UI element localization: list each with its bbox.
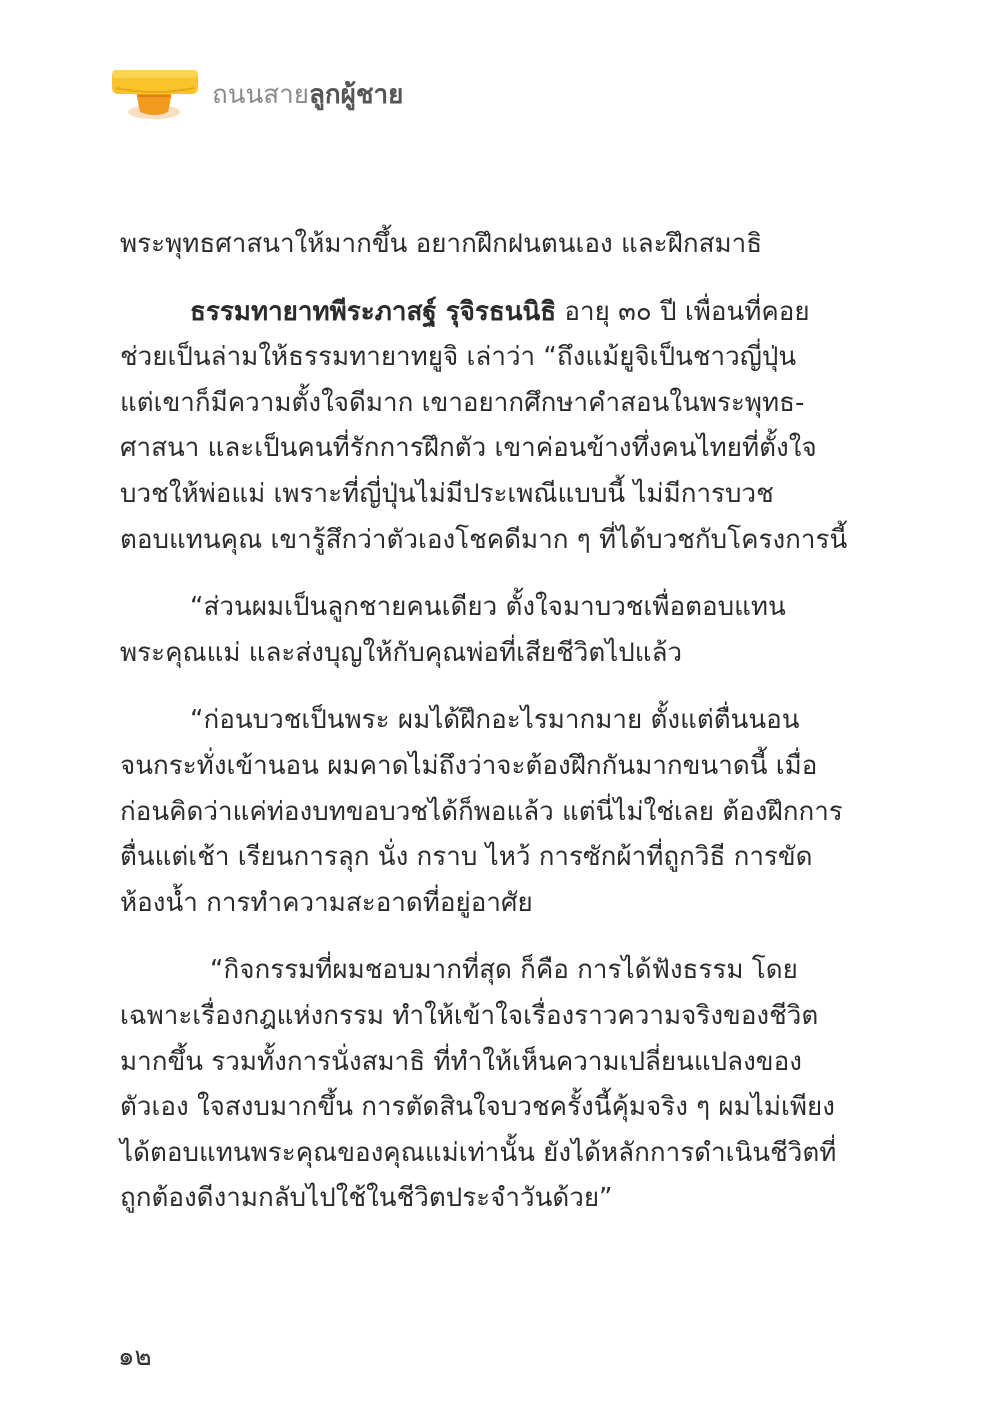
text-line: ศาสนา และเป็นคนที่รักการฝึกตัว เขาค่อนข้างทึ่งคนไทยที่ตั้งใจ: [120, 433, 817, 464]
text-line: “ก่อนบวชเป็นพระ ผมได้ฝึกอะไรมากมาย ตั้งแต่ตื่นนอน: [190, 705, 800, 736]
text-line: แต่เขาก็มีความตั้งใจดีมาก เขาอยากศึกษาคำสอนในพระพุทธ-: [120, 387, 805, 418]
header-title-light: ถนนสาย: [212, 80, 309, 110]
text-line: เฉพาะเรื่องกฎแห่งกรรม ทำให้เข้าใจเรื่องราวความจริงของชีวิต: [120, 1000, 819, 1031]
text-line: ช่วยเป็นล่ามให้ธรรมทายาทยูจิ เล่าว่า “ถึงแม้ยูจิเป็นชาวญี่ปุ่น: [120, 342, 797, 373]
paragraph-2: [120, 290, 848, 564]
paragraph-1: [120, 222, 832, 268]
page-number: ๑๒: [118, 1342, 152, 1372]
paragraph-4: [120, 698, 843, 926]
text-line: “ส่วนผมเป็นลูกชายคนเดียว ตั้งใจมาบวชเพื่อตอบแทน: [190, 592, 786, 623]
paragraph-5: [120, 948, 837, 1222]
text-line: ถูกต้องดีงามกลับไปใช้ในชีวิตประจำวันด้วย”: [120, 1183, 613, 1214]
text-line: “กิจกรรมที่ผมชอบมากที่สุด ก็คือ การได้ฟังธรรม โดย: [210, 955, 798, 986]
text-line: ตื่นแต่เช้า เรียนการลุก นั่ง กราบ ไหว้ การซักผ้าที่ถูกวิธี การขัด: [120, 842, 813, 873]
running-header-title: [212, 74, 403, 115]
header-title-bold: ลูกผู้ชาย: [309, 80, 404, 110]
body-text: [120, 222, 848, 1244]
text-line: บวชให้พ่อแม่ เพราะที่ญี่ปุ่นไม่มีประเพณีแบบนี้ ไม่มีการบวช: [120, 478, 774, 509]
page-header: [108, 62, 508, 122]
paragraph-3: [120, 585, 832, 676]
text-line: พระพุทธศาสนาให้มากขึ้น อยากฝึกฝนตนเอง และฝึกสมาธิ: [120, 229, 763, 259]
text-line: ห้องน้ำ การทำความสะอาดที่อยู่อาศัย: [120, 887, 533, 918]
text-line: มากขึ้น รวมทั้งการนั่งสมาธิ ที่ทำให้เห็นความเปลี่ยนแปลงของ: [120, 1046, 802, 1077]
text-line: ได้ตอบแทนพระคุณของคุณแม่เท่านั้น ยังได้หลักการดำเนินชีวิตที่: [120, 1137, 837, 1168]
text-line: จนกระทั่งเข้านอน ผมคาดไม่ถึงว่าจะต้องฝึกกันมากขนาดนี้ เมื่อ: [120, 750, 818, 781]
text-line: ตัวเอง ใจสงบมากขึ้น การตัดสินใจบวชครั้งนี้คุ้มจริง ๆ ผมไม่เพียง: [120, 1092, 835, 1123]
text-line: ธรรมทายาทพีระภาสฐ์ รุจิรธนนิธิ อายุ ๓๐ ปี เพื่อนที่คอย: [190, 296, 810, 327]
book-logo-icon: [108, 62, 204, 120]
text-line: ตอบแทนคุณ เขารู้สึกว่าตัวเองโชคดีมาก ๆ ที่ได้บวชกับโครงการนี้: [120, 524, 848, 555]
text-line: ก่อนคิดว่าแค่ท่องบทขอบวชได้ก็พอแล้ว แต่นี่ไม่ใช่เลย ต้องฝึกการ: [120, 796, 843, 827]
text-line: พระคุณแม่ และส่งบุญให้กับคุณพ่อที่เสียชีวิตไปแล้ว: [120, 637, 683, 668]
person-name: ธรรมทายาทพีระภาสฐ์ รุจิรธนนิธิ: [190, 296, 557, 327]
